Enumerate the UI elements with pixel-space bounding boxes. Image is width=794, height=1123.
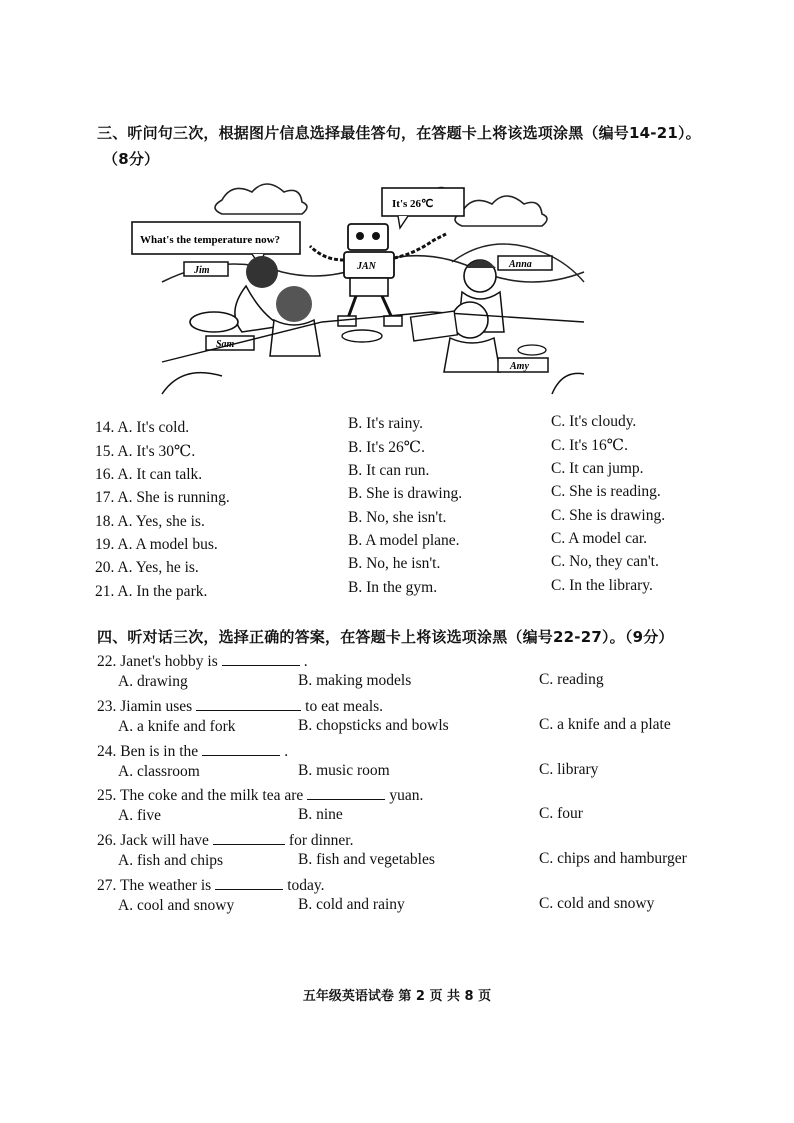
option-c: C. It can jump. — [551, 459, 644, 477]
option-b: B. chopsticks and bowls — [298, 716, 449, 734]
section-4-title: 四、听对话三次，选择正确的答案，在答题卡上将该选项涂黑（编号22-27）。（9分） — [97, 628, 674, 646]
question-stem — [97, 785, 423, 805]
question-stem — [97, 696, 383, 716]
bubble-left-text: What's the temperature now? — [140, 234, 281, 246]
option-b: B. making models — [298, 672, 412, 689]
question-text: 25. The coke and the milk tea are — [97, 787, 304, 805]
answer-blank — [196, 696, 301, 711]
option-c: C. A model car. — [551, 530, 648, 547]
option-c: C. a knife and a plate — [539, 715, 671, 733]
option-b: B. cold and rainy — [298, 896, 405, 913]
grass-outline — [162, 373, 222, 394]
option-b: B. No, she isn't. — [348, 508, 447, 526]
answer-blank — [307, 785, 385, 800]
option-b: B. music room — [298, 761, 390, 779]
option-c: C. It's cloudy. — [551, 413, 637, 430]
question-text-end: yuan. — [389, 787, 424, 805]
question-row — [0, 576, 794, 605]
section-3-heading — [97, 120, 717, 172]
option-b: B. It's 26℃. — [348, 439, 425, 457]
option-a: 14. A. It's cold. — [95, 419, 190, 436]
option-a: 16. A. It can talk. — [95, 465, 203, 483]
option-a: 15. A. It's 30℃. — [95, 443, 196, 461]
option-b: B. She is drawing. — [348, 485, 463, 503]
question-text: 23. Jiamin uses — [97, 697, 193, 715]
option-c: C. library — [539, 760, 599, 778]
option-b: B. It's rainy. — [348, 415, 423, 432]
cloud-icon — [455, 196, 547, 226]
question-text: 26. Jack will have — [97, 832, 209, 850]
section-3-title: 三、听问句三次，根据图片信息选择最佳答句，在答题卡上将该选项涂黑（编号14-21）。 — [97, 124, 701, 142]
option-a: A. five — [118, 807, 162, 825]
plate-icon — [342, 330, 382, 342]
option-c: C. It's 16℃. — [551, 437, 628, 455]
option-b: B. A model plane. — [348, 532, 460, 549]
answer-blank — [215, 875, 283, 890]
option-b: B. No, he isn't. — [348, 555, 441, 573]
grass-outline — [552, 373, 584, 394]
option-a: A. drawing — [118, 673, 188, 690]
cloud-icon — [215, 184, 307, 214]
name-tag-jim: Jim — [194, 265, 210, 276]
option-c: C. She is reading. — [551, 483, 661, 501]
question-text-end: for dinner. — [288, 832, 354, 850]
drawing-paper-icon — [411, 311, 458, 341]
question-text-end: today. — [287, 877, 325, 894]
option-a: A. classroom — [118, 762, 200, 780]
question-text-end: to eat meals. — [305, 697, 384, 715]
question-text: 22. Janet's hobby is — [97, 653, 218, 670]
question-stem — [97, 651, 308, 671]
answer-blank — [222, 651, 300, 666]
option-c: C. In the library. — [551, 576, 653, 594]
question-stem — [97, 741, 288, 761]
option-a: 19. A. A model bus. — [95, 536, 218, 553]
option-c: C. She is drawing. — [551, 506, 666, 524]
name-tag-anna: Anna — [509, 259, 532, 270]
option-c: C. cold and snowy — [539, 895, 655, 912]
option-c: C. four — [539, 805, 583, 823]
option-a: A. cool and snowy — [118, 897, 235, 914]
page-footer: 五年级英语试卷 第 2 页 共 8 页 — [302, 989, 492, 1004]
option-a: A. a knife and fork — [118, 717, 236, 735]
option-b: B. In the gym. — [348, 578, 438, 596]
bubble-right-text: It's 26℃ — [392, 198, 434, 210]
option-a: 20. A. Yes, he is. — [95, 559, 199, 577]
option-a: 17. A. She is running. — [95, 489, 230, 507]
option-b: B. nine — [298, 806, 343, 824]
option-c: C. No, they can't. — [551, 553, 659, 571]
question-text: 27. The weather is — [97, 877, 212, 894]
option-c: C. reading — [539, 671, 604, 688]
option-b: B. fish and vegetables — [298, 851, 435, 869]
bubble-tail — [398, 216, 408, 228]
option-a: 18. A. Yes, she is. — [95, 512, 205, 530]
name-tag-amy: Amy — [510, 361, 529, 372]
answer-blank — [213, 830, 285, 845]
plate-icon — [518, 345, 546, 355]
robot-label: JAN — [357, 261, 376, 272]
option-a: A. fish and chips — [118, 852, 224, 870]
name-tag-sam: Sam — [216, 339, 235, 350]
question-text-end: . — [303, 653, 308, 670]
question-text-end: . — [284, 742, 289, 760]
question-stem — [97, 875, 325, 895]
answer-blank — [202, 741, 280, 756]
question-stem — [97, 830, 354, 850]
option-b: B. It can run. — [348, 461, 430, 479]
bowl-icon — [190, 312, 238, 332]
option-a: 21. A. In the park. — [95, 582, 208, 600]
question-text: 24. Ben is in the — [97, 742, 199, 760]
section-3-points: （8分） — [103, 150, 160, 168]
option-c: C. chips and hamburger — [539, 850, 687, 868]
scene-picture — [140, 172, 584, 394]
